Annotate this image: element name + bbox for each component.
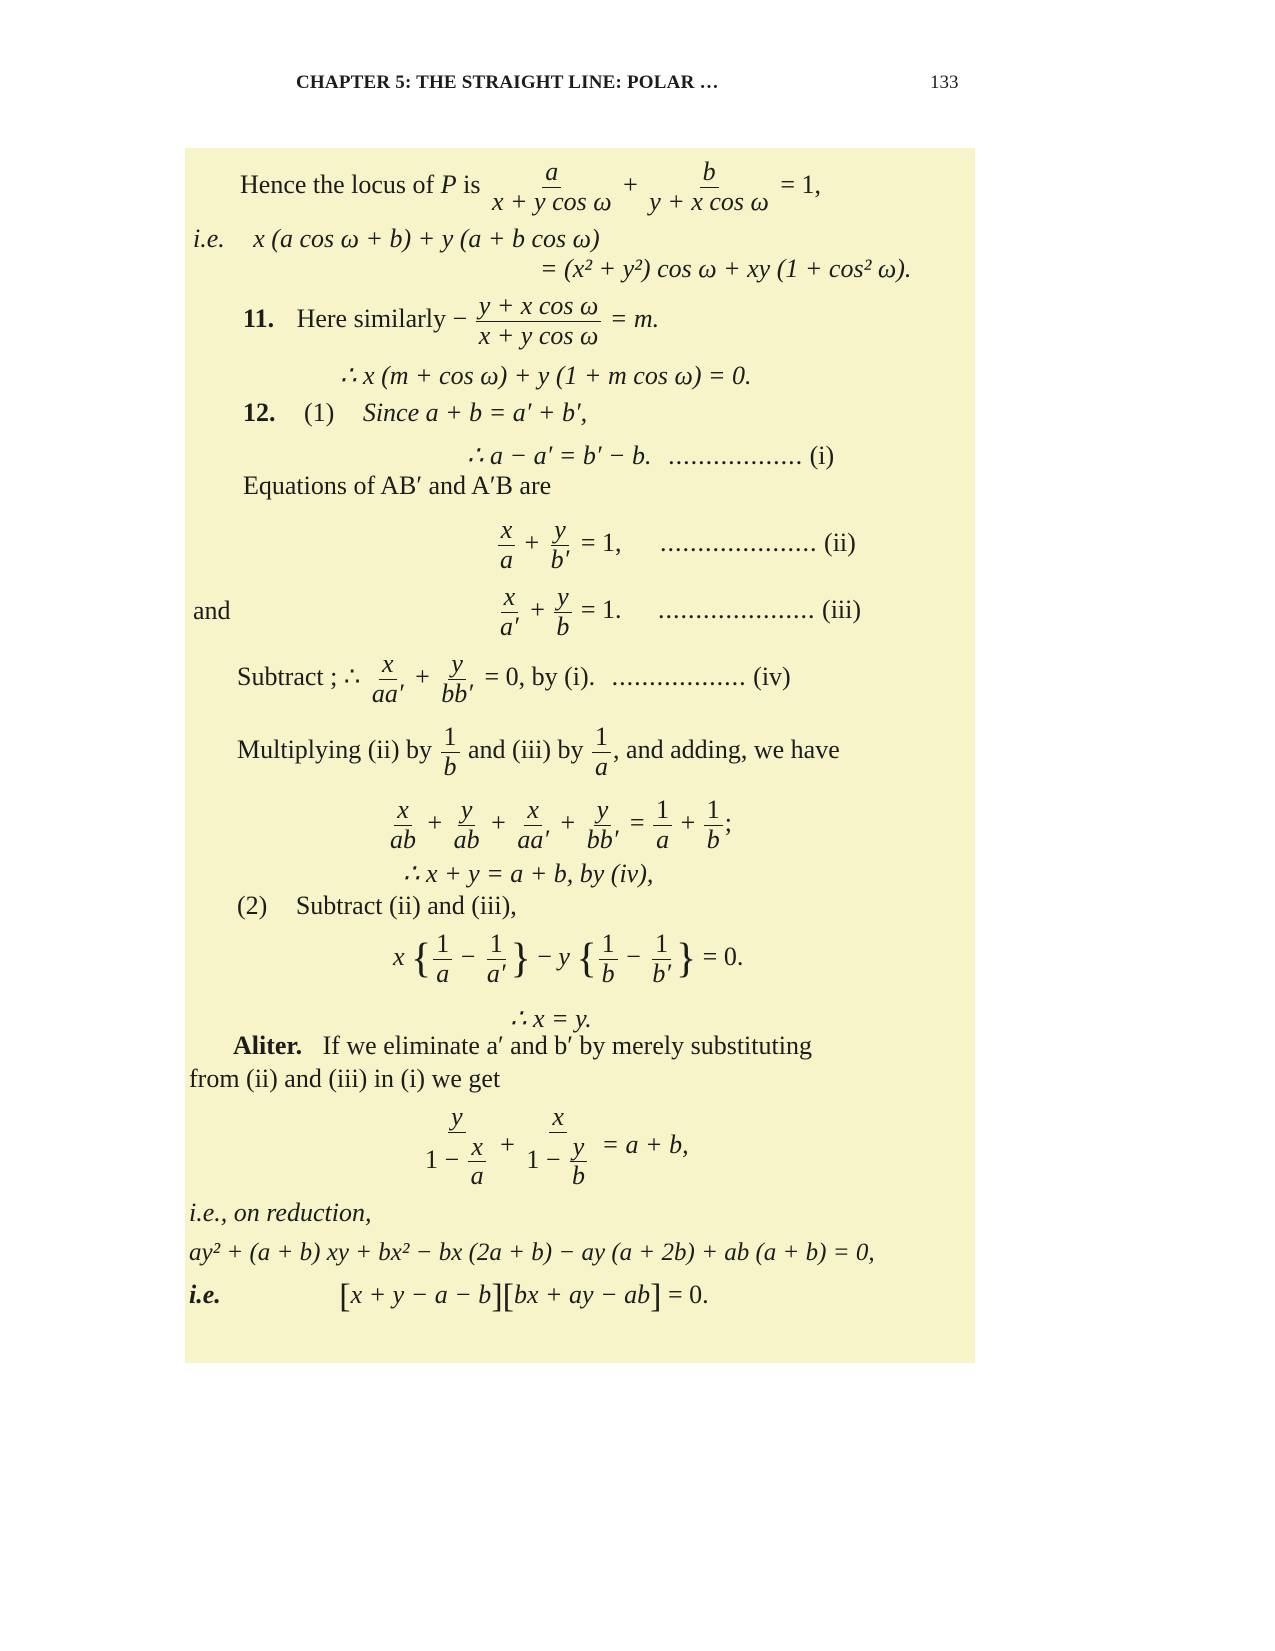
numerator: 1 xyxy=(592,723,611,753)
equation-iii-line xyxy=(495,583,861,641)
denominator: bb′ xyxy=(586,824,619,854)
leader-dots: ..................... xyxy=(658,595,816,625)
fraction xyxy=(599,930,618,988)
denominator: aa′ xyxy=(517,824,550,854)
fraction xyxy=(387,796,419,854)
factor-one: x + y − a − b xyxy=(350,1279,492,1309)
fraction xyxy=(584,796,622,854)
problem-12-line xyxy=(243,400,587,426)
minus-sign: − xyxy=(460,942,476,972)
fraction xyxy=(468,1133,487,1191)
part-2-line xyxy=(237,893,517,919)
numerator: a xyxy=(542,158,561,188)
factor-two: bx + ay − ab xyxy=(513,1279,651,1309)
on-reduction-line: i.e., on reduction, xyxy=(189,1198,372,1227)
x-equals-y-line: ∴ x = y. xyxy=(510,1004,592,1033)
right-bracket: ] xyxy=(650,1278,662,1315)
numerator: y xyxy=(570,1133,588,1163)
equals-a-plus-b: = a + b, xyxy=(601,1129,689,1159)
numerator: y xyxy=(448,650,466,680)
numerator: y xyxy=(594,796,612,826)
fraction xyxy=(438,650,476,708)
denominator: a xyxy=(500,544,513,574)
plus-sign: + xyxy=(415,662,430,692)
denominator: a′ xyxy=(486,958,506,988)
right-bracket: ] xyxy=(491,1278,503,1315)
numerator: 1 xyxy=(433,930,452,960)
ie-rhs-line: = (x² + y²) cos ω + xy (1 + cos² ω). xyxy=(540,254,912,283)
denominator xyxy=(523,1133,593,1191)
left-bracket: [ xyxy=(502,1278,514,1315)
numerator: y xyxy=(448,1103,466,1133)
right-brace: } xyxy=(676,936,697,983)
equation-tag: (ii) xyxy=(824,528,856,558)
fraction xyxy=(484,930,509,988)
and-label: and xyxy=(193,596,231,625)
numerator: 1 xyxy=(441,723,460,753)
fraction xyxy=(476,292,602,350)
numerator: x xyxy=(549,1103,567,1133)
part-label: (2) xyxy=(237,891,268,920)
numerator: x xyxy=(379,650,397,680)
fraction xyxy=(649,930,674,988)
numerator: y xyxy=(551,516,569,546)
equals-m: = m. xyxy=(609,304,660,334)
numerator: x xyxy=(394,796,412,826)
scanned-page xyxy=(185,148,975,1363)
equation-rhs: = 1. xyxy=(580,595,622,625)
plus-sign: + xyxy=(680,808,696,838)
denominator: a xyxy=(470,1161,484,1191)
equation-ii-line xyxy=(495,516,856,574)
one-minus: 1 − xyxy=(526,1144,561,1174)
fraction xyxy=(489,158,615,216)
denominator: y + x cos ω xyxy=(649,186,769,216)
fraction xyxy=(514,796,552,854)
denominator: b′ xyxy=(652,958,671,988)
leader-dots: .................. xyxy=(668,441,804,470)
equation-rhs: = 0, by (i). xyxy=(484,662,596,692)
equation-tag: (iv) xyxy=(753,662,791,692)
equals-sign: = xyxy=(629,808,645,838)
problem-11-line xyxy=(243,292,659,350)
equals-zero: = 0. xyxy=(667,1279,709,1309)
therefore-sum-line: ∴ x + y = a + b, by (iv), xyxy=(403,859,654,888)
numerator: x xyxy=(498,516,516,546)
is-text: is xyxy=(463,170,481,200)
plus-sign: + xyxy=(427,808,443,838)
minus-sign: − xyxy=(537,942,552,972)
left-brace: { xyxy=(411,936,432,983)
fraction xyxy=(422,1103,492,1191)
equations-of-text: Equations of AB′ and A′B are xyxy=(243,471,552,500)
aliter-label: Aliter. xyxy=(233,1031,303,1060)
here-similarly-text: Here similarly − xyxy=(296,304,468,334)
brace-equation-line xyxy=(393,930,743,988)
denominator: x + y cos ω xyxy=(478,320,599,350)
plus-sign: + xyxy=(491,808,506,838)
fraction xyxy=(548,516,573,574)
numerator: x xyxy=(524,796,542,826)
denominator xyxy=(422,1133,492,1191)
denominator: b xyxy=(601,958,615,988)
plus-sign: + xyxy=(623,170,638,200)
leader-dots: ..................... xyxy=(660,528,818,558)
equation-tag: (i) xyxy=(809,441,835,470)
denominator: b xyxy=(706,824,720,854)
leader-dots: .................. xyxy=(611,662,747,692)
locus-line xyxy=(240,158,821,216)
denominator: b xyxy=(443,751,457,781)
denominator: bb′ xyxy=(441,678,473,708)
plus-sign: + xyxy=(524,528,540,558)
problem-number: 11. xyxy=(243,304,275,334)
ie-line xyxy=(193,226,600,252)
multiplying-line xyxy=(237,723,840,781)
fraction xyxy=(497,583,522,641)
fraction xyxy=(646,158,772,216)
fraction xyxy=(653,796,672,854)
numerator: 1 xyxy=(599,930,618,960)
numerator: y xyxy=(554,583,572,613)
right-brace: } xyxy=(510,936,531,983)
denominator: b′ xyxy=(550,544,570,574)
equation-i-line xyxy=(467,443,834,469)
variable-x: x xyxy=(393,942,405,972)
equation-text: ∴ a − a′ = b′ − b. xyxy=(467,441,652,470)
since-text: Since a + b = a′ + b′, xyxy=(362,398,588,427)
variable-y: y xyxy=(558,942,570,972)
subtract-text: Subtract ; ∴ xyxy=(237,662,361,692)
left-brace: { xyxy=(576,936,597,983)
numerator: 1 xyxy=(487,930,506,960)
multiplying-text: , and adding, we have xyxy=(613,735,840,765)
fraction xyxy=(451,796,483,854)
problem-number: 12. xyxy=(243,398,276,427)
ie-expression: x (a cos ω + b) + y (a + b cos ω) xyxy=(253,224,600,253)
numerator: x xyxy=(501,583,519,613)
denominator: a′ xyxy=(500,611,519,641)
hence-text: Hence the locus of xyxy=(240,170,435,200)
fraction xyxy=(704,796,723,854)
equation-rhs: = 1, xyxy=(580,528,622,558)
long-equation-line: ay² + (a + b) xy + bx² − bx (2a + b) − ay (a + 2b) + ab (a + b) = 0, xyxy=(189,1239,875,1266)
denominator: ab xyxy=(390,824,416,854)
equals-one: = 1, xyxy=(780,170,822,200)
fraction xyxy=(553,583,572,641)
fraction xyxy=(592,723,611,781)
numerator: 1 xyxy=(652,930,671,960)
ie-label: i.e. xyxy=(189,1279,221,1309)
numerator: b xyxy=(700,158,719,188)
sum-equation-line xyxy=(385,796,732,854)
subtract-text: Subtract (ii) and (iii), xyxy=(295,891,517,920)
part-label: (1) xyxy=(304,398,335,427)
denominator: aa′ xyxy=(371,678,404,708)
denominator: ab xyxy=(453,824,480,854)
denominator: b xyxy=(572,1161,586,1191)
ie-label: i.e. xyxy=(193,224,225,253)
plus-sign: + xyxy=(530,595,545,625)
numerator: 1 xyxy=(653,796,672,826)
equals-zero: = 0. xyxy=(702,942,744,972)
denominator: a xyxy=(656,824,670,854)
fraction xyxy=(569,1133,588,1191)
minus-sign: − xyxy=(626,942,641,972)
numerator: y xyxy=(458,796,476,826)
fraction xyxy=(369,650,407,708)
from-line: from (ii) and (iii) in (i) we get xyxy=(189,1064,501,1093)
numerator: 1 xyxy=(704,796,723,826)
one-minus: 1 − xyxy=(425,1144,460,1174)
factored-line xyxy=(189,1280,709,1314)
numerator: y + x cos ω xyxy=(476,292,602,322)
equation-tag: (iii) xyxy=(822,595,862,625)
compound-fraction-line xyxy=(420,1103,689,1191)
plus-sign: + xyxy=(500,1129,515,1159)
page-number: 133 xyxy=(930,72,959,93)
plus-sign: + xyxy=(560,808,576,838)
numerator: x xyxy=(468,1133,486,1163)
denominator: a xyxy=(436,958,450,988)
equation-iv-line xyxy=(237,650,791,708)
aliter-text: If we eliminate a′ and b′ by merely substituting xyxy=(322,1031,812,1060)
denominator: x + y cos ω xyxy=(491,186,612,216)
semicolon: ; xyxy=(724,808,732,838)
fraction xyxy=(523,1103,593,1191)
point-p: P xyxy=(440,170,457,200)
multiplying-text: Multiplying (ii) by xyxy=(237,735,432,765)
fraction xyxy=(433,930,452,988)
left-bracket: [ xyxy=(339,1278,351,1315)
aliter-line xyxy=(233,1033,812,1059)
denominator: b xyxy=(556,611,570,641)
equations-of-line xyxy=(243,473,551,499)
fraction xyxy=(497,516,516,574)
running-head: CHAPTER 5: THE STRAIGHT LINE: POLAR … xyxy=(296,72,719,93)
therefore-11-line: ∴ x (m + cos ω) + y (1 + m cos ω) = 0. xyxy=(340,361,752,390)
multiplying-text: and (iii) by xyxy=(468,735,584,765)
denominator: a xyxy=(595,751,609,781)
fraction xyxy=(441,723,460,781)
